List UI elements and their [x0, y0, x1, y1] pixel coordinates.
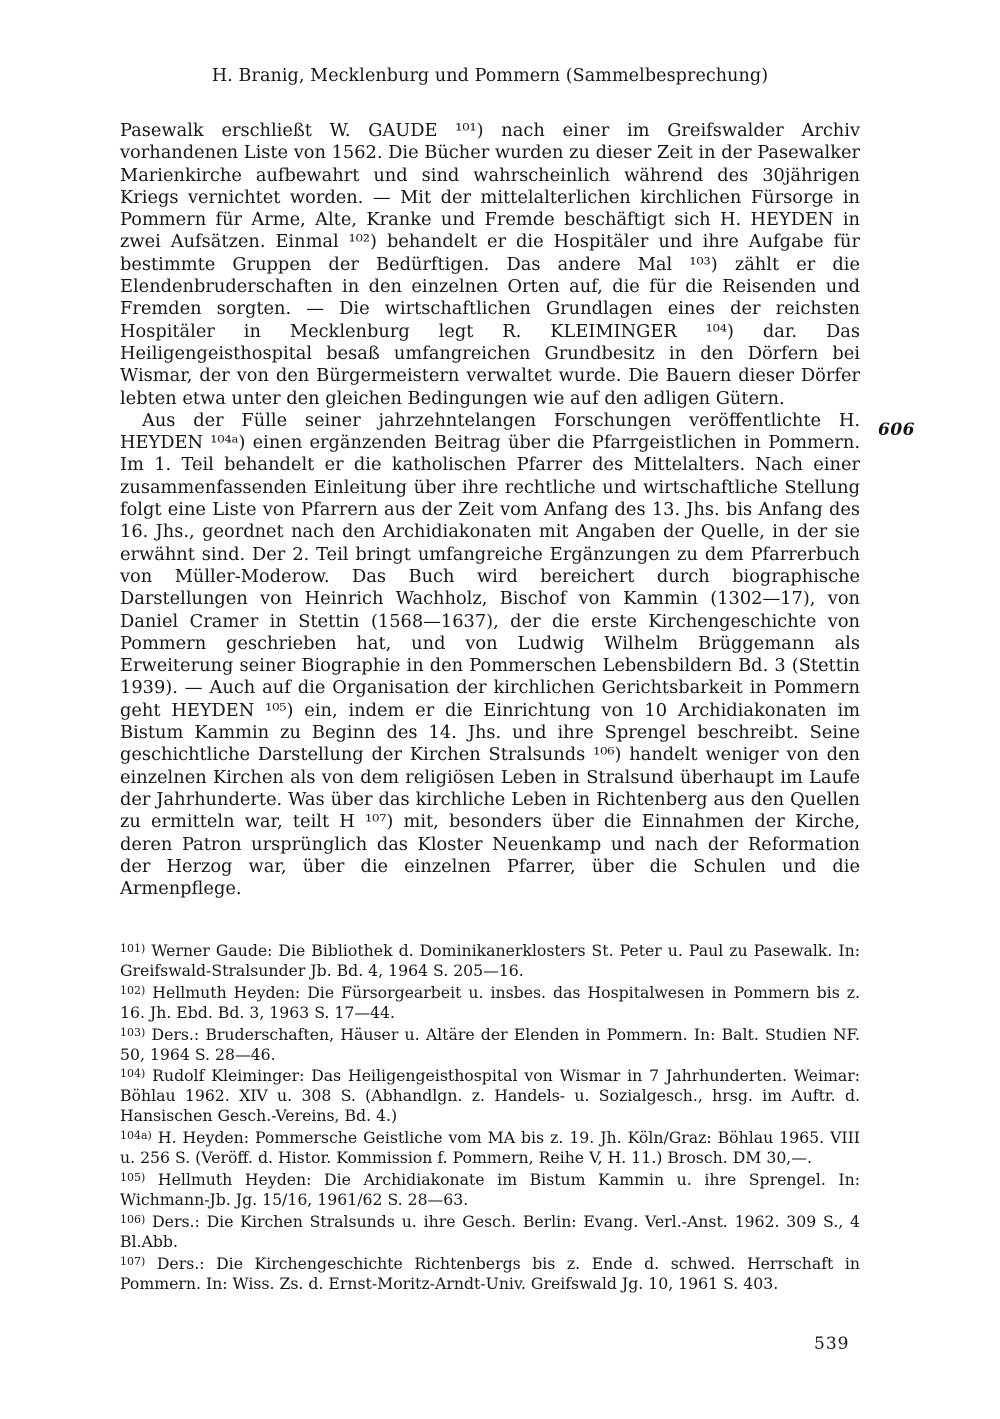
footnote-mark: 107)	[120, 1254, 146, 1268]
footnote-text: Ders.: Die Kirchengeschichte Richtenbergs bis z. Ende d. schwed. Herrschaft in Pommern. In: Wiss. Zs. d. Ernst-Moritz-Arndt-Univ. Greifswald Jg. 10, 1961 S. 403.	[120, 1253, 860, 1293]
footnote-mark: 105)	[120, 1170, 146, 1184]
footnote-mark: 101)	[120, 942, 146, 955]
footnote-text: Ders.: Die Kirchen Stralsunds u. ihre Gesch. Berlin: Evang. Verl.-Anst. 1962. 309 S., 4 Bl.Abb.	[120, 1211, 860, 1251]
footnote-102	[120, 981, 860, 1023]
footnote-107	[120, 1252, 860, 1294]
footnote-mark: 104)	[120, 1067, 146, 1081]
footnote-text: Ders.: Bruderschaften, Häuser u. Altäre der Elenden in Pommern. In: Balt. Studien NF. 50, 1964 S. 28—46.	[120, 1024, 860, 1064]
paragraph-2: Aus der Fülle seiner jahrzehntelangen Forschungen veröffentlichte H. HEYDEN ¹⁰⁴ᵃ) einen ergänzenden Beitrag über die Pfarrgeistlichen in Pommern. Im 1. Teil behandelt er die katholischen Pfarrer des Mittelalters. Nach einer zusammenfassenden Einleitung über ihre rechtliche und wirtschaftliche Stellung folgt eine Liste von Pfarrern aus der Zeit vom Anfang des 13. Jhs. bis Anfang des 16. Jhs., geordnet nach den Archidiakonaten mit Angaben der Quelle, in der sie erwähnt sind. Der 2. Teil bringt umfangreiche Ergänzungen zu dem Pfarrerbuch von Müller-Moderow. Das Buch wird bereichert durch biographische Darstellungen von Heinrich Wachholz, Bischof von Kammin (1302—17), von Daniel Cramer in Stettin (1568—1637), der die erste Kirchengeschichte von Pommern geschrieben hat, und von Ludwig Wilhelm Brüggemann als Erweiterung seiner Biographie in den Pommerschen Lebensbildern Bd. 3 (Stettin 1939). — Auch auf die Organisation der kirchlichen Gerichtsbarkeit in Pommern geht HEYDEN ¹⁰⁵) ein, indem er die Einrichtung von 10 Archidiakonaten im Bistum Kammin zu Beginn des 14. Jhs. und ihre Sprengel beschreibt. Seine geschichtliche Darstellung der Kirchen Stralsunds ¹⁰⁶) handelt weniger von den einzelnen Kirchen als von dem religiösen Leben in Stralsund überhaupt im Laufe der Jahrhunderte. Was über das kirchliche Leben in Richtenberg aus den Quellen zu ermitteln war, teilt H ¹⁰⁷) mit, besonders über die Einnahmen der Kirche, deren Patron ursprünglich das Kloster Neuenkamp und nach der Reformation der Herzog war, über die einzelnen Pfarrer, über die Schulen und die Armenpflege.	[120, 409, 860, 900]
margin-number: 606	[878, 420, 915, 440]
footnote-text: Rudolf Kleiminger: Das Heiligengeisthospital von Wismar in 7 Jahrhunderten. Weimar: Böhlau 1962. XIV u. 308 S. (Abhandlgn. z. Handels- u. Sozialgesch., hrsg. im Auftr. d. Hansischen Gesch.-Vereins, Bd. 4.)	[120, 1066, 860, 1126]
footnote-mark: 104a)	[120, 1129, 152, 1143]
footnote-mark: 102)	[120, 983, 146, 997]
footnote-mark: 103)	[120, 1025, 146, 1039]
footnote-106	[120, 1210, 860, 1252]
page-number: 539	[814, 1334, 850, 1354]
footnotes	[120, 939, 860, 1293]
footnote-103	[120, 1023, 860, 1065]
footnote-text: H. Heyden: Pommersche Geistliche vom MA bis z. 19. Jh. Köln/Graz: Böhlau 1965. VIII u. 256 S. (Veröff. d. Histor. Kommission f. Pommern, Reihe V, H. 11.) Brosch. DM 30,—.	[120, 1128, 860, 1168]
footnote-104a	[120, 1126, 860, 1168]
footnote-mark: 106)	[120, 1212, 146, 1226]
paragraph-1: Pasewalk erschließt W. GAUDE ¹⁰¹) nach einer im Greifswalder Archiv vorhandenen Liste von 1562. Die Bücher wurden zu dieser Zeit in der Pasewalker Marienkirche aufbewahrt und sind wahrscheinlich während des 30jährigen Kriegs vernichtet worden. — Mit der mittelalterlichen kirchlichen Fürsorge in Pommern für Arme, Alte, Kranke und Fremde beschäftigt sich H. HEYDEN in zwei Aufsätzen. Einmal ¹⁰²) behandelt er die Hospitäler und ihre Aufgabe für bestimmte Gruppen der Bedürftigen. Das andere Mal ¹⁰³) zählt er die Elendenbruderschaften in den einzelnen Orten auf, die für die Reisenden und Fremden sorgten. — Die wirtschaftlichen Grundlagen eines der reichsten Hospitäler in Mecklenburg legt R. KLEIMINGER ¹⁰⁴) dar. Das Heiligengeisthospital besaß umfangreichen Grundbesitz in den Dörfern bei Wismar, der von den Bürgermeistern verwaltet wurde. Die Bauern dieser Dörfer lebten etwa unter den gleichen Bedingungen wie auf den adligen Gütern.	[120, 120, 860, 409]
body-text	[120, 120, 860, 900]
footnote-104	[120, 1064, 860, 1126]
footnote-text: Hellmuth Heyden: Die Archidiakonate im Bistum Kammin u. ihre Sprengel. In: Wichmann-Jb. Jg. 15/16, 1961/62 S. 28—63.	[120, 1169, 860, 1209]
footnote-text: Werner Gaude: Die Bibliothek d. Dominikanerklosters St. Peter u. Paul zu Pasewalk. In: Greifswald-Stralsunder Jb. Bd. 4, 1964 S. 205—16.	[120, 941, 860, 980]
running-head: H. Branig, Mecklenburg und Pommern (Sammelbesprechung)	[211, 66, 769, 86]
footnote-105	[120, 1168, 860, 1210]
footnote-text: Hellmuth Heyden: Die Fürsorgearbeit u. insbes. das Hospitalwesen in Pommern bis z. 16. Jh. Ebd. Bd. 3, 1963 S. 17—44.	[120, 982, 860, 1022]
footnote-101	[120, 939, 860, 981]
